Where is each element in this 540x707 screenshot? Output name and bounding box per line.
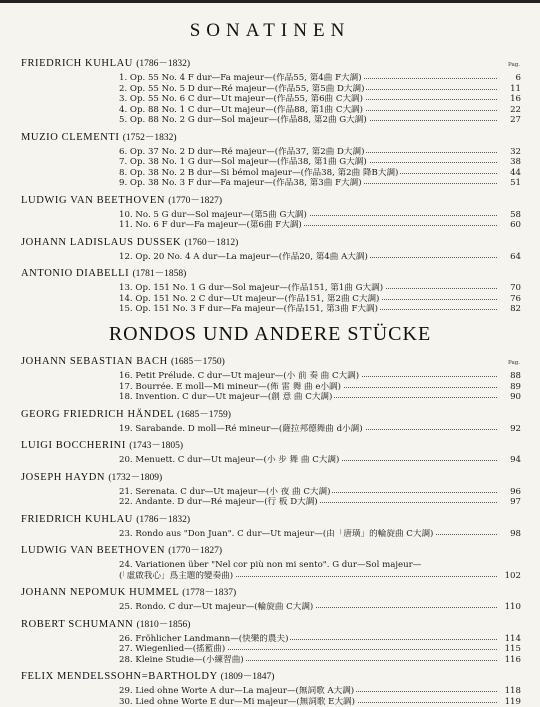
composer-heading	[21, 543, 540, 558]
toc-entry[interactable]	[119, 455, 521, 466]
composer-name: FELIX MENDELSSOHN=BARTHOLDY	[21, 671, 217, 682]
entry-title: 16. Petit Prélude. C dur—Ut majeur—(小 前 奏 曲 C大調)	[119, 371, 361, 382]
composer-years: (1760－1812)	[184, 238, 238, 248]
toc-entry[interactable]	[119, 283, 521, 294]
composer-years: (1685－1750)	[171, 357, 225, 367]
composer-years: (1732－1809)	[108, 473, 162, 483]
entry-title: 13. Op. 151 No. 1 G dur—Sol majeur—(作品151, 第1曲 G大調)	[119, 283, 385, 294]
rondos-list	[0, 350, 540, 707]
entry-title: 17. Bourrée. E moll—Mi mineur—(佈 雷 舞 曲 e小調)	[119, 382, 343, 393]
toc-entry[interactable]	[119, 487, 521, 498]
toc-entry[interactable]	[119, 371, 521, 382]
entry-title: 23. Rondo aus "Don Juan". C dur—Ut majeur—(由「唐璜」的輪旋曲 C大調)	[119, 529, 435, 540]
toc-entry[interactable]	[119, 210, 521, 221]
entry-title: 24. Variationen über "Nel cor più non mi sento". G dur—Sol majeur—	[119, 560, 423, 571]
toc-entry[interactable]	[119, 147, 521, 158]
entry-page-number: 64	[499, 252, 521, 263]
entry-page-number: 44	[499, 168, 521, 179]
toc-entry[interactable]	[119, 602, 521, 613]
composer-heading	[21, 193, 540, 208]
entry-page-number: 16	[499, 94, 521, 105]
toc-entry[interactable]	[119, 178, 521, 189]
entry-page-number: 116	[499, 655, 521, 666]
composer-name: JOHANN NEPOMUK HUMMEL	[21, 587, 179, 598]
entry-page-number: 90	[499, 392, 521, 403]
entry-page-number: 102	[499, 571, 521, 582]
entry-page-number: 11	[499, 84, 521, 95]
composer-name: LUDWIG VAN BEETHOVEN	[21, 195, 165, 206]
entry-title: 30. Lied ohne Worte E dur—Mi majeur—(無詞歌 E大調)	[119, 697, 357, 707]
composer-years: (1770－1827)	[168, 546, 222, 556]
composer-years: (1781－1858)	[133, 269, 187, 279]
toc-entry[interactable]	[119, 392, 521, 403]
composer-years: (1810－1856)	[137, 620, 191, 630]
entry-title: 2. Op. 55 No. 5 D dur—Ré majeur—(作品55, 第5曲 D大調)	[119, 84, 366, 95]
composer-heading	[21, 266, 540, 281]
entry-page-number: 118	[499, 686, 521, 697]
composer-name: GEORG FRIEDRICH HÄNDEL	[21, 409, 174, 420]
toc-entry[interactable]	[119, 424, 521, 435]
entry-page-number: 32	[499, 147, 521, 158]
entry-page-number: 51	[499, 178, 521, 189]
entry-page-number: 76	[499, 294, 521, 305]
entry-title: 28. Kleine Studie—(小練習曲)	[119, 655, 246, 666]
composer-heading	[21, 130, 540, 145]
sonatinen-list	[0, 52, 540, 315]
entry-title: 6. Op. 37 No. 2 D dur—Ré majeur—(作品37, 第2曲 D大調)	[119, 147, 366, 158]
entry-title: 27. Wiegenlied—(搖籃曲)	[119, 644, 227, 655]
entry-title: 22. Andante. D dur—Ré majeur—(行 板 D大調)	[119, 497, 320, 508]
composer-heading	[21, 470, 540, 485]
toc-entry[interactable]	[119, 571, 521, 582]
entry-title: 12. Op. 20 No. 4 A dur—La majeur—(作品20, 第4曲 A大調)	[119, 252, 370, 263]
toc-entry[interactable]	[119, 157, 521, 168]
entry-page-number: 96	[499, 487, 521, 498]
toc-entry[interactable]	[119, 115, 521, 126]
composer-name: LUIGI BOCCHERINI	[21, 440, 126, 451]
entry-title: 8. Op. 38 No. 2 B dur—Si bémol majeur—(作品38, 第2曲 降B大調)	[119, 168, 400, 179]
page-column-label: Pag.	[508, 360, 520, 366]
entry-page-number: 94	[499, 455, 521, 466]
entry-page-number: 92	[499, 424, 521, 435]
composer-name: JOHANN LADISLAUS DUSSEK	[21, 237, 181, 248]
composer-name: ROBERT SCHUMANN	[21, 619, 133, 630]
composer-years: (1743－1805)	[129, 441, 183, 451]
composer-name: FRIEDRICH KUHLAU	[21, 514, 133, 525]
entry-title: 14. Op. 151 No. 2 C dur—Ut majeur—(作品151, 第2曲 C大調)	[119, 294, 381, 305]
composer-name: JOHANN SEBASTIAN BACH	[21, 356, 168, 367]
composer-years: (1778－1837)	[182, 588, 236, 598]
composer-years: (1809－1847)	[221, 672, 275, 682]
entry-title: 10. No. 5 G dur—Sol majeur—(第5曲 G大調)	[119, 210, 309, 221]
composer-name: ANTONIO DIABELLI	[21, 268, 129, 279]
entry-title: 20. Menuett. C dur—Ut majeur—(小 步 舞 曲 C大調)	[119, 455, 341, 466]
entry-title: 7. Op. 38 No. 1 G dur—Sol majeur—(作品38, 第1曲 G大調)	[119, 157, 369, 168]
entry-title: 21. Serenata. C dur—Ut majeur—(小 夜 曲 C大調)	[119, 487, 332, 498]
toc-entry[interactable]	[119, 560, 521, 571]
toc-entry[interactable]	[119, 382, 521, 393]
entry-title: 4. Op. 88 No. 1 C dur—Ut majeur—(作品88, 第1曲 C大調)	[119, 105, 365, 116]
composer-years: (1786－1832)	[136, 515, 190, 525]
composer-years: (1685－1759)	[177, 410, 231, 420]
composer-heading	[21, 354, 540, 369]
entry-page-number: 88	[499, 371, 521, 382]
page-column-label: Pag.	[508, 62, 520, 68]
composer-years: (1786－1832)	[136, 59, 190, 69]
entry-page-number: 119	[499, 697, 521, 707]
toc-entry[interactable]	[119, 220, 521, 231]
entry-page-number: 70	[499, 283, 521, 294]
toc-entry[interactable]	[119, 686, 521, 697]
entry-page-number: 89	[499, 382, 521, 393]
toc-entry[interactable]	[119, 655, 521, 666]
toc-entry[interactable]	[119, 644, 521, 655]
entry-page-number: 110	[499, 602, 521, 613]
toc-entry[interactable]	[119, 94, 521, 105]
entry-title: 5. Op. 88 No. 2 G dur—Sol majeur—(作品88, 第2曲 G大調)	[119, 115, 369, 126]
entry-page-number: 115	[499, 644, 521, 655]
section-title-sonatinen: SONATINEN	[0, 20, 540, 42]
toc-entry[interactable]	[119, 84, 521, 95]
composer-heading	[21, 512, 540, 527]
toc-entry[interactable]	[119, 304, 521, 315]
entry-page-number: 82	[499, 304, 521, 315]
entry-page-number: 114	[499, 634, 521, 645]
composer-heading	[21, 407, 540, 422]
toc-entry[interactable]	[119, 168, 521, 179]
entry-title: 11. No. 6 F dur—Fa majeur—(第6曲 F大調)	[119, 220, 304, 231]
entry-page-number: 27	[499, 115, 521, 126]
composer-years: (1752－1832)	[123, 133, 177, 143]
composer-heading	[21, 669, 540, 684]
composer-heading	[21, 585, 540, 600]
entry-title: 29. Lied ohne Worte A dur—La majeur—(無詞歌 A大調)	[119, 686, 356, 697]
toc-entry[interactable]	[119, 294, 521, 305]
toc-entry[interactable]	[119, 529, 521, 540]
entry-title: 3. Op. 55 No. 6 C dur—Ut majeur—(作品55, 第6曲 C大調)	[119, 94, 365, 105]
entry-page-number: 58	[499, 210, 521, 221]
composer-heading	[21, 56, 540, 71]
entry-page-number: 60	[499, 220, 521, 231]
entry-page-number: 6	[499, 73, 521, 84]
toc-entry[interactable]	[119, 252, 521, 263]
composer-heading	[21, 438, 540, 453]
toc-entry[interactable]	[119, 105, 521, 116]
entry-title: 25. Rondo. C dur—Ut majeur—(輪旋曲 C大調)	[119, 602, 315, 613]
entry-page-number: 97	[499, 497, 521, 508]
composer-name: LUDWIG VAN BEETHOVEN	[21, 545, 165, 556]
composer-heading	[21, 617, 540, 632]
entry-title: 18. Invention. C dur—Ut majeur—(創 意 曲 C大調)	[119, 392, 334, 403]
entry-page-number: 98	[499, 529, 521, 540]
section-title-rondos: RONDOS UND ANDERE STÜCKE	[0, 323, 540, 346]
toc-entry[interactable]	[119, 634, 521, 645]
entry-page-number: 22	[499, 105, 521, 116]
composer-name: FRIEDRICH KUHLAU	[21, 58, 133, 69]
entry-title: 1. Op. 55 No. 4 F dur—Fa majeur—(作品55, 第4曲 F大調)	[119, 73, 364, 84]
toc-entry[interactable]	[119, 73, 521, 84]
entry-page-number: 38	[499, 157, 521, 168]
toc-entry[interactable]	[119, 697, 521, 707]
toc-entry[interactable]	[119, 497, 521, 508]
composer-heading	[21, 235, 540, 250]
entry-title: 9. Op. 38 No. 3 F dur—Fa majeur—(作品38, 第3曲 F大調)	[119, 178, 364, 189]
composer-name: JOSEPH HAYDN	[21, 472, 105, 483]
entry-title: 15. Op. 151 No. 3 F dur—Fa majeur—(作品151, 第3曲 F大調)	[119, 304, 380, 315]
composer-name: MUZIO CLEMENTI	[21, 132, 120, 143]
composer-years: (1770－1827)	[168, 196, 222, 206]
entry-title: 19. Sarabande. D moll—Ré mineur—(薩拉邦德舞曲 d小調)	[119, 424, 365, 435]
entry-title: 26. Fröhlicher Landmann—(快樂的農夫)	[119, 634, 290, 645]
entry-title: (「虛啟我心」爲主題的變奏曲)	[119, 571, 235, 582]
